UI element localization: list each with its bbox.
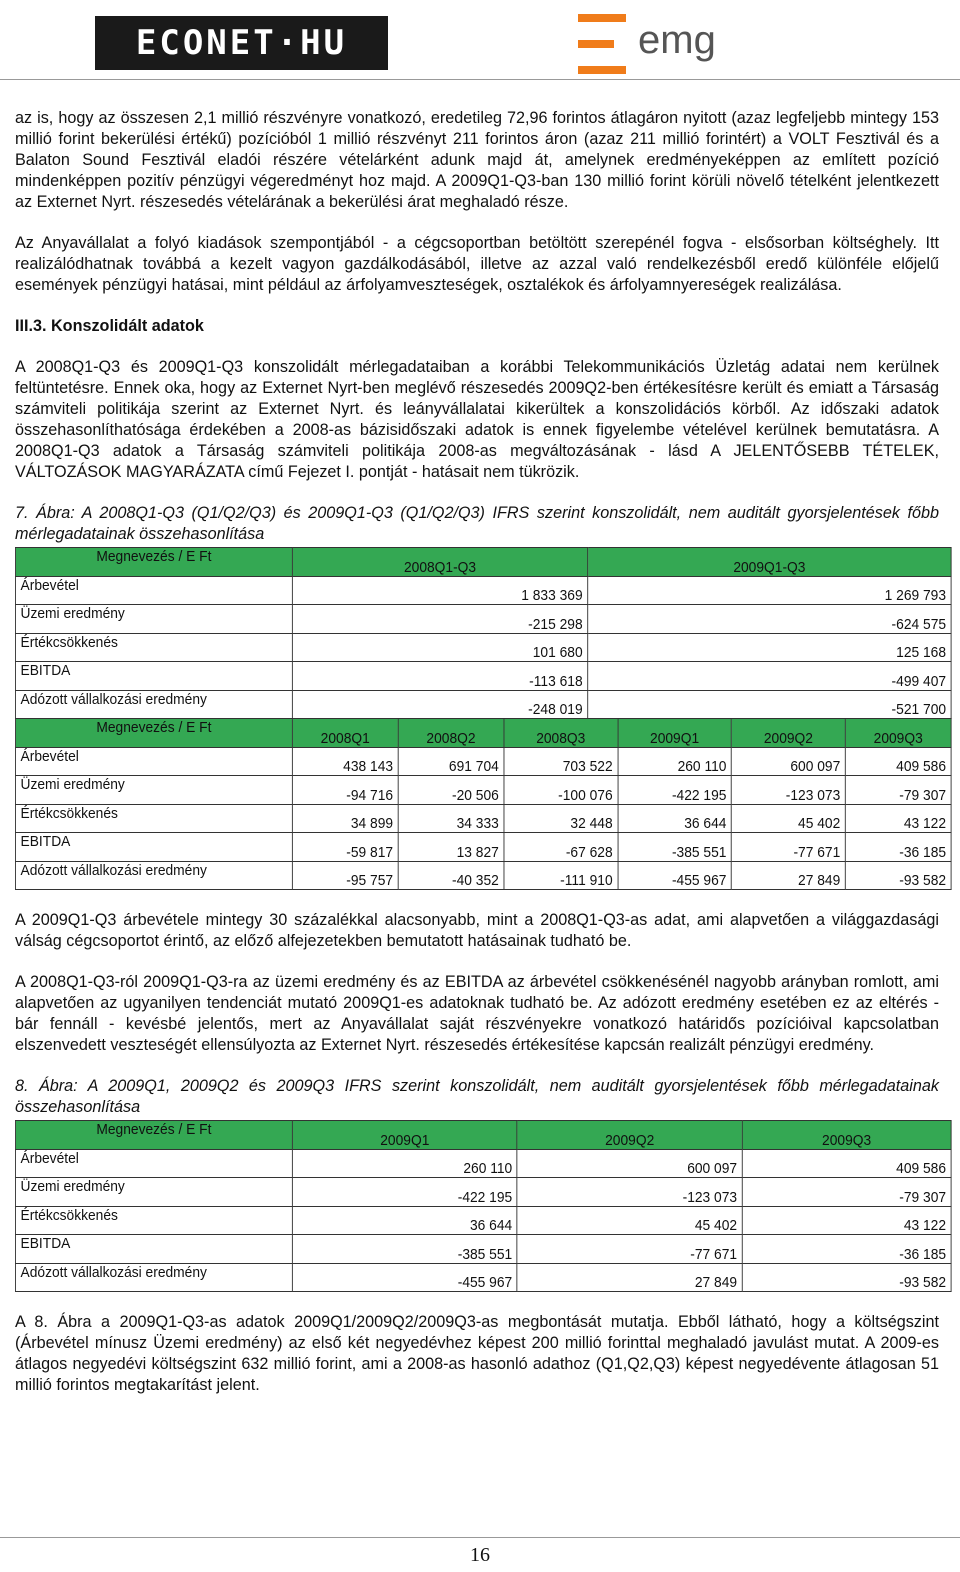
row-label: Értékcsökkenés [15, 633, 292, 662]
table-cell: -40 352 [398, 861, 504, 890]
table-row [15, 1178, 951, 1207]
table-cell: -385 551 [618, 833, 732, 862]
column-header: 2009Q2 [732, 719, 846, 748]
table-row [15, 1206, 951, 1235]
table-row [15, 804, 951, 833]
table-cell: 32 448 [504, 804, 618, 833]
table-row [15, 1235, 951, 1264]
table-cell: -77 671 [732, 833, 846, 862]
column-header: 2009Q1 [292, 1121, 517, 1150]
table-row [15, 861, 951, 890]
table-cell: -248 019 [292, 690, 587, 719]
emg-bars-icon [578, 14, 626, 74]
column-header: Megnevezés / E Ft [15, 1121, 292, 1150]
column-header: 2009Q3 [742, 1121, 951, 1150]
row-label: Árbevétel [15, 576, 292, 605]
econet-logo: ECONET·HU [95, 16, 388, 70]
table-row [15, 662, 951, 691]
table-cell: -113 618 [292, 662, 587, 691]
table-cell: 260 110 [618, 747, 732, 776]
table-row [15, 747, 951, 776]
table-cell: 438 143 [292, 747, 398, 776]
column-header: 2008Q3 [504, 719, 618, 748]
row-label: Adózott vállalkozási eredmény [15, 1263, 292, 1292]
table-row [15, 605, 951, 634]
table-cell: 36 644 [292, 1206, 517, 1235]
table-cell: 43 122 [845, 804, 951, 833]
row-label: Értékcsökkenés [15, 1206, 292, 1235]
table-cell: -215 298 [292, 605, 587, 634]
table-row [15, 633, 951, 662]
row-label: Értékcsökkenés [15, 804, 292, 833]
column-header: 2009Q2 [517, 1121, 742, 1150]
table-header-row [15, 719, 951, 748]
row-label: Üzemi eredmény [15, 605, 292, 634]
table-cell: 703 522 [504, 747, 618, 776]
table-cell: 34 899 [292, 804, 398, 833]
header-divider [0, 79, 960, 80]
table-7-summary [15, 547, 952, 719]
table-cell: -93 582 [845, 861, 951, 890]
table-cell: -100 076 [504, 776, 618, 805]
row-label: EBITDA [15, 1235, 292, 1264]
emg-logo-text: emg [638, 18, 716, 62]
column-header: 2009Q1-Q3 [588, 548, 951, 577]
table-row [15, 690, 951, 719]
table-cell: -385 551 [292, 1235, 517, 1264]
table-cell: -36 185 [742, 1235, 951, 1264]
table-cell: -521 700 [588, 690, 951, 719]
table-cell: -93 582 [742, 1263, 951, 1292]
table-cell: -624 575 [588, 605, 951, 634]
row-label: Árbevétel [15, 747, 292, 776]
table-header-row [15, 1121, 951, 1150]
column-header: 2008Q1-Q3 [292, 548, 587, 577]
table-cell: 1 833 369 [292, 576, 587, 605]
table-cell: 36 644 [618, 804, 732, 833]
table-row [15, 776, 951, 805]
row-label: Adózott vállalkozási eredmény [15, 690, 292, 719]
table-cell: -123 073 [517, 1178, 742, 1207]
column-header: 2009Q1 [618, 719, 732, 748]
table-row [15, 1263, 951, 1292]
table-cell: -77 671 [517, 1235, 742, 1264]
row-label: Üzemi eredmény [15, 776, 292, 805]
table-7-quarterly [15, 718, 952, 890]
footer-divider [0, 1537, 960, 1538]
page-number: 16 [470, 1544, 490, 1566]
section-title: III.3. Konszolidált adatok [15, 317, 204, 335]
table-cell: 27 849 [517, 1263, 742, 1292]
paragraph: A 2008Q1-Q3 és 2009Q1-Q3 konszolidált mérlegadataiban a korábbi Telekommunikációs Üzletág adatai nem kerülnek feltüntetésre. Ennek oka, hogy az Externet Nyrt-ben meglévő részesedés 2009Q2-ben értékesítésre került és emiatt a Társaság számviteli politikája szerint az Externet Nyrt. és leányvállalatai kikerültek a konszolidációs körből. Az időszaki adatok összehasonlíthatósága érdekében a 2008-as bázisidőszaki adatok is ennek figyelembe vételével kerülnek bemutatásra. A 2008Q1-Q3 adatok a Társaság számviteli politikája 2008-as megváltozásának - lásd A JELENTŐSEBB TÉTELEK, VÁLTOZÁSOK MAGYARÁZATA című Fejezet I. pontját - hatásait nem tükrözik. [15, 358, 939, 481]
table-cell: 125 168 [588, 633, 951, 662]
paragraph: A 2008Q1-Q3-ról 2009Q1-Q3-ra az üzemi eredmény és az EBITDA az árbevétel csökkenésénél nagyobb arányban romlott, ami alapvetően az ugyanilyen tendenciát mutató 2009Q1-es adatoknak tudható be. Az adózott eredmény esetében ez az eltérés - bár fennáll - kevésbé jelentős, mert az Anyavállalat saját részvényekre vonatkozó határidős pozícióival kapcsolatban elszenvedett veszteségét ellensúlyozta az Externet Nyrt. részesedés értékesítése kapcsán realizált pénzügyi eredmény. [15, 973, 939, 1054]
table-cell: -123 073 [732, 776, 846, 805]
figure-caption-7: 7. Ábra: A 2008Q1-Q3 (Q1/Q2/Q3) és 2009Q1-Q3 (Q1/Q2/Q3) IFRS szerint konszolidált, nem auditált gyorsjelentések főbb mérlegadatainak összehasonlítása [15, 504, 939, 543]
table-cell: 45 402 [732, 804, 846, 833]
table-cell: -422 195 [292, 1178, 517, 1207]
table-row [15, 1149, 951, 1178]
table-row [15, 576, 951, 605]
table-cell: -111 910 [504, 861, 618, 890]
table-cell: -20 506 [398, 776, 504, 805]
table-cell: -422 195 [618, 776, 732, 805]
table-cell: -455 967 [292, 1263, 517, 1292]
table-cell: 1 269 793 [588, 576, 951, 605]
table-cell: 600 097 [517, 1149, 742, 1178]
table-cell: 260 110 [292, 1149, 517, 1178]
table-cell: 45 402 [517, 1206, 742, 1235]
paragraph: Az Anyavállalat a folyó kiadások szempontjából - a cégcsoportban betöltött szerepénél fogva - elsősorban költséghely. Itt realizálódhatnak továbbá a kezelt vagyon gazdálkodásából, illetve az azzal való rendelkezésből eredő különféle előjelű események pénzügyi hatásai, mint például az árfolyamveszteségek, osztalékok és árfolyamnyereségek realizálása. [15, 234, 939, 294]
row-label: Üzemi eredmény [15, 1178, 292, 1207]
column-header: Megnevezés / E Ft [15, 719, 292, 748]
table-row [15, 833, 951, 862]
table-cell: -79 307 [742, 1178, 951, 1207]
row-label: Adózott vállalkozási eredmény [15, 861, 292, 890]
table-cell: 691 704 [398, 747, 504, 776]
table-cell: -455 967 [618, 861, 732, 890]
emg-logo [578, 12, 738, 76]
table-cell: 409 586 [742, 1149, 951, 1178]
table-cell: -59 817 [292, 833, 398, 862]
document-body [15, 108, 947, 1396]
table-cell: -79 307 [845, 776, 951, 805]
table-cell: 409 586 [845, 747, 951, 776]
row-label: EBITDA [15, 662, 292, 691]
table-cell: -499 407 [588, 662, 951, 691]
row-label: Árbevétel [15, 1149, 292, 1178]
table-cell: 13 827 [398, 833, 504, 862]
column-header: 2008Q2 [398, 719, 504, 748]
column-header: 2009Q3 [845, 719, 951, 748]
column-header: 2008Q1 [292, 719, 398, 748]
paragraph: A 8. Ábra a 2009Q1-Q3-as adatok 2009Q1/2009Q2/2009Q3-as megbontását mutatja. Ebből látható, hogy a költségszint (Árbevétel mínusz Üzemi eredmény) az első két negyedévhez képest 200 millió forinttal meghaladó javulást mutat. A 2009-es átlagos negyedévi költségszint 632 millió forint, ami a 2008-as hasonló adathoz (Q1,Q2,Q3) képest negyedévente átlagosan 51 millió forintos megtakarítást jelent. [15, 1313, 939, 1394]
paragraph: A 2009Q1-Q3 árbevétele mintegy 30 százalékkal alacsonyabb, mint a 2008Q1-Q3-as adat, ami alapvetően a világgazdasági válság cégcsoportot érintő, az előző alfejezetekben bemutatott hatásainak tudható be. [15, 911, 939, 950]
table-cell: -67 628 [504, 833, 618, 862]
table-cell: -94 716 [292, 776, 398, 805]
page-header [0, 0, 960, 80]
table-8-quarterly-2009 [15, 1120, 952, 1292]
table-header-row [15, 548, 951, 577]
column-header: Megnevezés / E Ft [15, 548, 292, 577]
table-cell: -95 757 [292, 861, 398, 890]
table-cell: 43 122 [742, 1206, 951, 1235]
table-cell: 34 333 [398, 804, 504, 833]
row-label: EBITDA [15, 833, 292, 862]
figure-caption-8: 8. Ábra: A 2009Q1, 2009Q2 és 2009Q3 IFRS szerint konszolidált, nem auditált gyorsjelentések főbb mérlegadatainak összehasonlítása [15, 1077, 939, 1116]
table-cell: -36 185 [845, 833, 951, 862]
table-cell: 101 680 [292, 633, 587, 662]
paragraph: az is, hogy az összesen 2,1 millió részvényre vonatkozó, eredetileg 72,96 forintos átlagáron nyitott (azaz legfeljebb mintegy 153 millió forint bekerülési értékű) pozícióból 1 millió részvényt 211 forintos áron (azaz 211 millió forintért) a VOLT Fesztivál és a Balaton Sound Fesztivál eladói részére vételárként adunk majd át, amelynek eredményeképpen az említett pozíció mindenképpen pozitív pénzügyi végeredményt hoz majd. A 2009Q1-Q3-ban 130 millió forint körüli növelő tételként jelentkezett az Externet Nyrt. részesedés vételárának a bekerülési árat meghaladó része. [15, 109, 939, 211]
table-cell: 600 097 [732, 747, 846, 776]
table-cell: 27 849 [732, 861, 846, 890]
